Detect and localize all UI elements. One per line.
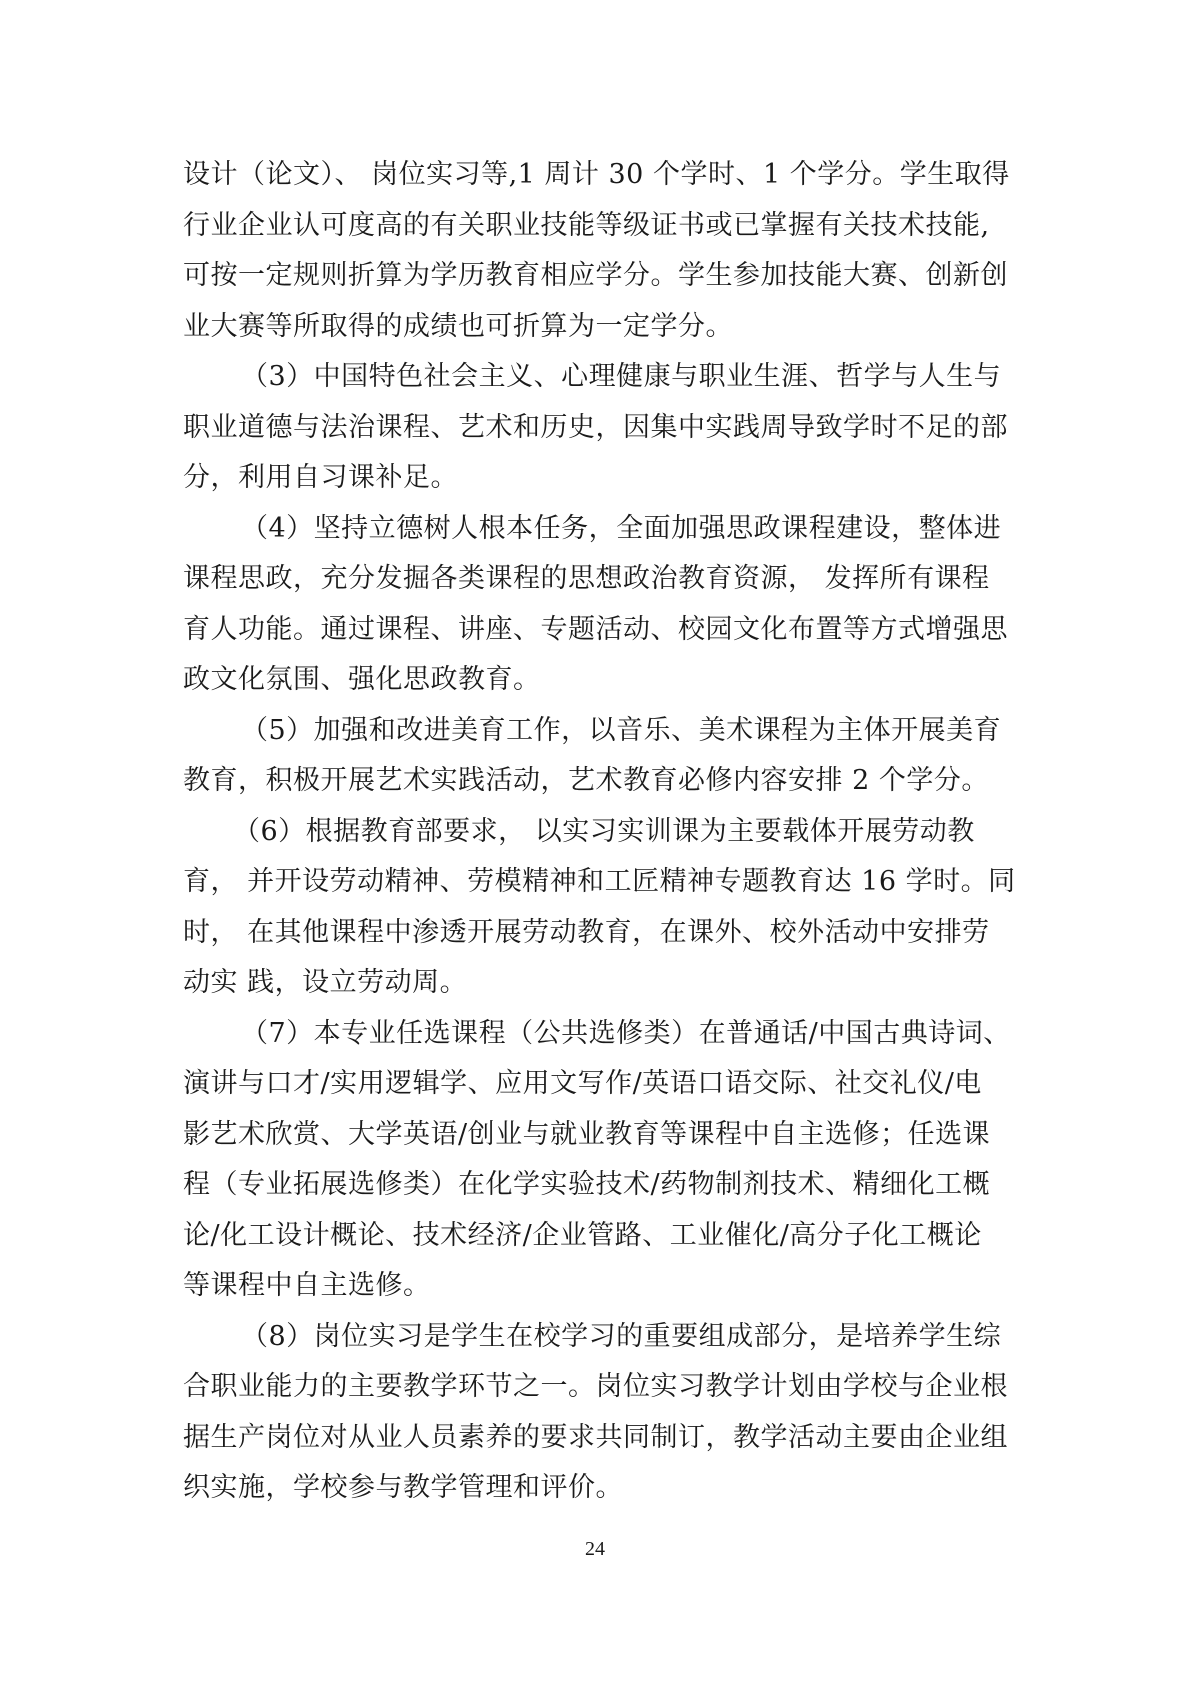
text-line: 业大赛等所取得的成绩也可折算为一定学分。 (183, 310, 733, 342)
paragraph-8-start: （8）岗位实习是学生在校学习的重要组成部分，是培养学生综 (241, 1320, 1002, 1352)
text-line: 据生产岗位对从业人员素养的要求共同制订，教学活动主要由企业组 (183, 1421, 1008, 1453)
text-line: 影艺术欣赏、大学英语/创业与就业教育等课程中自主选修；任选课 (183, 1118, 991, 1150)
paragraph-3-start: （3）中国特色社会主义、心理健康与职业生涯、哲学与人生与 (241, 361, 1002, 392)
text-line: 演讲与口才/实用逻辑学、应用文写作/英语口语交际、社交礼仪/电 (183, 1068, 982, 1099)
text-line: 职业道德与法治课程、艺术和历史，因集中实践周导致学时不足的部 (183, 411, 1008, 443)
text-line: 程（专业拓展选修类）在化学实验技术/药物制剂技术、精细化工概 (183, 1169, 991, 1200)
page-number: 24 (585, 1538, 605, 1560)
text-line: 教育，积极开展艺术实践活动，艺术教育必修内容安排 2 个学分。 (183, 765, 989, 796)
text-line: 合职业能力的主要教学环节之一。岗位实习教学计划由学校与企业根 (183, 1371, 1008, 1402)
paragraph-6-start: （6）根据教育部要求， 以实习实训课为主要载体开展劳动教 (233, 815, 975, 847)
text-line: 时， 在其他课程中渗透开展劳动教育，在课外、校外活动中安排劳 (183, 916, 990, 948)
text-line: 论/化工设计概论、技术经济/企业管路、工业催化/高分子化工概论 (183, 1219, 982, 1251)
text-line: 动实 践，设立劳动周。 (183, 967, 468, 998)
text-line: 课程思政，充分发掘各类课程的思想政治教育资源， 发挥所有课程 (183, 563, 990, 594)
text-line: 育， 并开设劳动精神、劳模精神和工匠精神专题教育达 16 学时。同 (183, 866, 1016, 897)
text-line: 行业企业认可度高的有关职业技能等级证书或已掌握有关技术技能, (183, 209, 990, 241)
text-line: 分，利用自习课补足。 (183, 462, 458, 493)
text-line: 设计（论文）、 岗位实习等,1 周计 30 个学时、1 个学分。学生取得 (183, 159, 1010, 190)
text-line: 等课程中自主选修。 (183, 1270, 431, 1301)
text-line: 政文化氛围、强化思政教育。 (183, 664, 541, 695)
text-line: 织实施，学校参与教学管理和评价。 (183, 1472, 623, 1503)
text-line: 育人功能。通过课程、讲座、专题活动、校园文化布置等方式增强思 (183, 613, 1008, 645)
text-line: 可按一定规则折算为学历教育相应学分。学生参加技能大赛、创新创 (183, 260, 1008, 291)
paragraph-4-start: （4）坚持立德树人根本任务，全面加强思政课程建设，整体进 (241, 512, 1002, 544)
body-text (183, 150, 1016, 1514)
paragraph-5-start: （5）加强和改进美育工作，以音乐、美术课程为主体开展美育 (241, 714, 1002, 746)
paragraph-7-start: （7）本专业任选课程（公共选修类）在普通话/中国古典诗词、 (241, 1017, 1011, 1049)
